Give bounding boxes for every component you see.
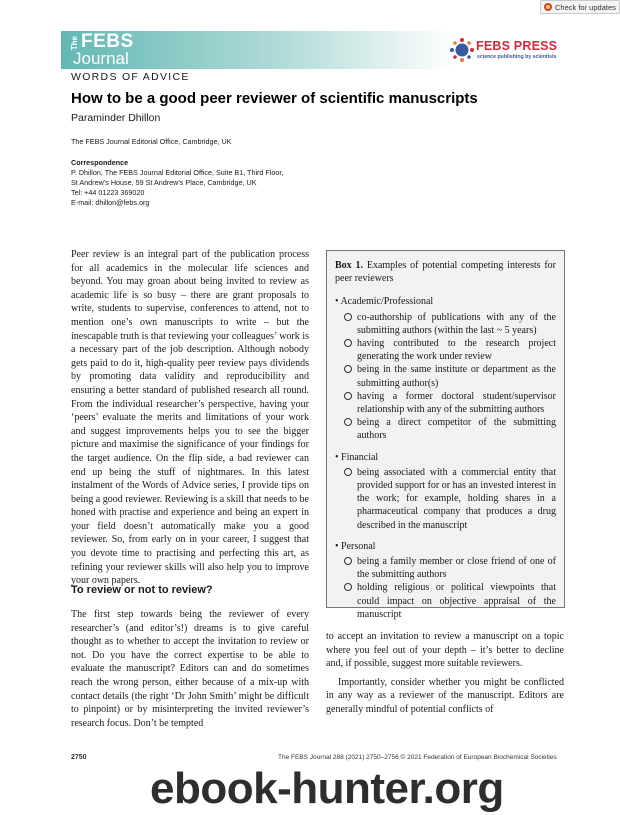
journal-logo-febs: FEBS — [81, 31, 134, 52]
circle-bullet-icon — [344, 392, 352, 400]
box-list-item: having a former doctoral student/supervisor relationship with any of the submitting authors — [335, 390, 556, 416]
intro-column — [71, 248, 309, 588]
box-list-item: holding religious or political viewpoints that could impact on objective appraisal of the manuscript — [335, 581, 556, 621]
journal-logo-the: The — [70, 36, 79, 51]
box-caption-text: Examples of potential competing interests for peer reviewers — [335, 260, 557, 285]
check-for-updates-badge[interactable] — [540, 0, 620, 14]
box-list-item: being in the same institute or department as the submitting author(s) — [335, 363, 556, 389]
circle-bullet-icon — [344, 313, 352, 321]
correspondence-heading: Correspondence — [71, 158, 129, 167]
circle-bullet-icon — [344, 418, 352, 426]
box-caption — [335, 259, 556, 285]
box-list — [335, 466, 556, 532]
right-paragraph: to accept an invitation to review a manuscript on a topic where you feel out of your depth – it’s better to decline and, if possible, suggest more suitable reviewers. — [326, 631, 564, 670]
box-list — [335, 555, 556, 621]
intro-paragraph: Peer review is an integral part of the publication process for all academics in the molecular life sciences and beyond. You may groan about being invited to review as academic life is so busy – there are grant proposals to write, students to supervise, conferences to attend, not to mention one’s own manuscripts to write – but the inescapable truth is that reviewing your colleagues’ work is a necessary part of the job description. Although nobody gets paid to do it, high-quality peer review pays dividends by promoting data validity and reproducibility and ensuring a better standard of published research all round. From the individual researcher’s perspective, having your ‘peers’ evaluate the merits and limitations of your work and suggest improvements helps you to see the bigger picture and maximise the significance of your findings for the target audience. On the flip side, a bad reviewer can end up being the stuff of nightmares. In this latest instalment of the Words of Advice series, I provide tips on being a good reviewer. Reviewing is a skill that needs to be honed with practise and experience and being an expert in your field doesn’t automatically make you a good reviewer. So, from early on in your career, I suggest that you devote time to practising and perfecting this art, as refining your reviewer skills will also help you to improve your own papers. — [71, 249, 309, 587]
section-paragraph: The first step towards being the reviewer of every researcher’s (and editor’s!) dreams is to give careful thought as to whether to accept the invitation to review or not. Do you have the correct expertise to be able to evaluate the manuscript? Editors can and do sometimes reach the wrong person, either because of a mix-up with contact details (the right ‘Dr John Smith’ might be difficult to pinpoint) or by misinterpreting the invited reviewer’s research focus. Don’t be tempted — [71, 609, 309, 729]
section-column — [71, 608, 309, 730]
right-paragraph: Importantly, consider whether you might be conflicted in any way as a reviewer of the manuscript. Editors are generally mindful of potential conflicts of — [326, 676, 564, 715]
watermark: ebook-hunter.org — [150, 764, 504, 813]
box-list — [335, 311, 556, 443]
correspondence-email[interactable]: E-mail: dhillon@febs.org — [71, 198, 150, 207]
febs-press-name: FEBS PRESS — [476, 39, 558, 53]
competing-interests-box — [326, 250, 565, 620]
box-list-item: co-authorship of publications with any of the submitting authors (within the last ~ 5 years) — [335, 311, 556, 337]
febs-press-dots-icon — [449, 37, 475, 63]
box-category: • Academic/Professional — [335, 296, 434, 308]
author-affiliation: The FEBS Journal Editorial Office, Cambridge, UK — [71, 137, 232, 146]
box-list-item: being associated with a commercial entity that provided support for or has an invested interest in the work; for example, holding shares in a pharmaceutical company that produces a drug described in the manuscript — [335, 466, 556, 532]
circle-bullet-icon — [344, 583, 352, 591]
circle-bullet-icon — [344, 365, 352, 373]
box-label: Box 1. — [335, 260, 364, 271]
correspondence-line: Tel: +44 01223 369020 — [71, 188, 145, 197]
box-list-item: having contributed to the research project generating the work under review — [335, 337, 556, 363]
journal-logo-journal: Journal — [73, 49, 129, 68]
crossmark-icon — [544, 3, 552, 11]
author-name: Paraminder Dhillon — [71, 112, 161, 124]
page-number: 2750 — [71, 754, 87, 761]
correspondence-block — [71, 158, 371, 208]
section-heading: To review or not to review? — [71, 584, 213, 596]
right-column — [326, 630, 564, 717]
correspondence-line: St Andrew’s House, 59 St Andrew’s Place, Cambridge, UK — [71, 178, 257, 187]
circle-bullet-icon — [344, 557, 352, 565]
footer-citation: The FEBS Journal 288 (2021) 2750–2756 © 2021 Federation of European Biochemical Societies — [278, 754, 557, 761]
correspondence-line: P. Dhillon, The FEBS Journal Editorial Office, Suite B1, Third Floor, — [71, 168, 284, 177]
box-list-item: being a direct competitor of the submitting authors — [335, 416, 556, 442]
box-category: • Personal — [335, 540, 376, 552]
febs-press-tagline: science publishing by scientists — [477, 54, 557, 60]
circle-bullet-icon — [344, 339, 352, 347]
box-list-item: being a family member or close friend of one of the submitting authors — [335, 555, 556, 581]
circle-bullet-icon — [344, 468, 352, 476]
box-category: • Financial — [335, 451, 379, 463]
check-for-updates-label: Check for updates — [555, 2, 616, 12]
article-title: How to be a good peer reviewer of scientific manuscripts — [71, 90, 478, 107]
section-label: WORDS OF ADVICE — [71, 71, 190, 83]
